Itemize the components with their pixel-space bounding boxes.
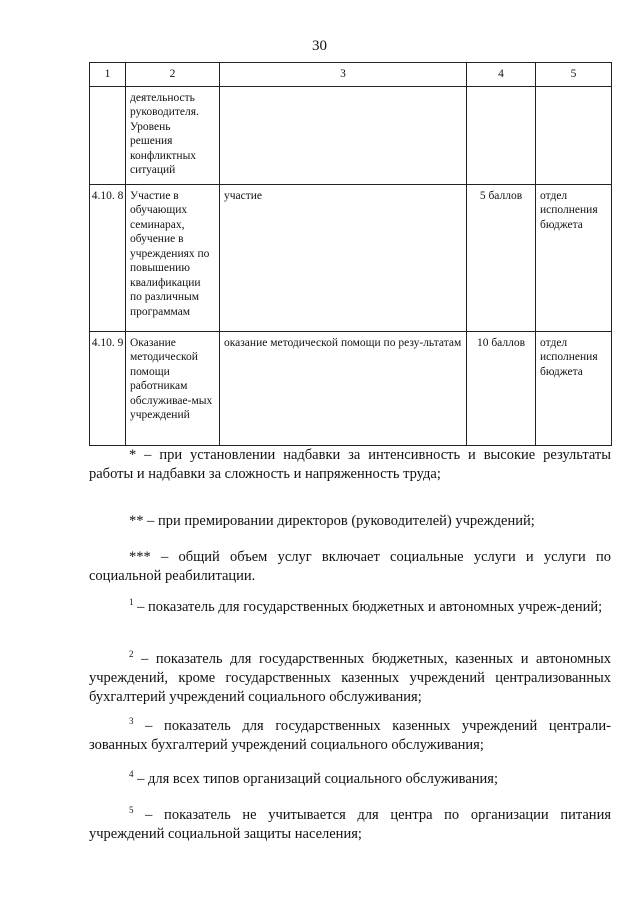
responsible: отдел исполнения бюджета [536,331,612,445]
criterion: оказание методической помощи по резу-льтатам [220,331,467,445]
table-row [90,184,612,331]
indicator-name: Участие в обучающих семинарах, обучение в учреждениях по повышению квалификации по различным программам [126,184,220,331]
footnote [89,770,611,789]
header-cell: 2 [126,63,220,87]
footnote-text: – показатель для государственных бюджетных, казенных и автономных учреждений, кроме государственных казенных учреждений централизованных бухгалтерий учреждений социального обслуживания; [89,651,611,705]
table-header-row [90,63,612,87]
indicator-name: деятельность руководителя. Уровень решения конфликтных ситуаций [126,86,220,184]
points: 10 баллов [467,331,536,445]
footnote [89,598,611,617]
footnote [89,548,611,586]
points [467,86,536,184]
footnote-text: – для всех типов организаций социального обслуживания; [137,771,498,787]
responsible: отдел исполнения бюджета [536,184,612,331]
indicator-name: Оказание методической помощи работникам обслуживае-мых учреждений [126,331,220,445]
header-cell: 5 [536,63,612,87]
footnote-mark: *** [129,549,151,565]
footnote-mark: 3 [129,716,134,726]
footnote-text: – при установлении надбавки за интенсивность и высокие результаты работы и надбавки за сложность и напряженность труда; [89,447,611,482]
responsible [536,86,612,184]
criteria-table [89,62,612,446]
footnote [89,446,611,484]
criterion: участие [220,184,467,331]
points: 5 баллов [467,184,536,331]
header-cell: 1 [90,63,126,87]
criterion [220,86,467,184]
row-number [90,86,126,184]
footnote-mark: 4 [129,769,134,779]
footnote-text: – показатель для государственных бюджетных и автономных учреж-дений; [137,599,603,615]
footnote-text: – показатель для государственных казенных учреждений централи-зованных бухгалтерий учреждений социального обслуживания; [89,718,611,753]
footnote [89,512,611,531]
footnote [89,650,611,707]
row-number: 4.10. 9 [90,331,126,445]
header-cell: 4 [467,63,536,87]
footnote-mark: 1 [129,597,134,607]
table-row [90,331,612,445]
footnote-mark: * [129,447,137,463]
footnote-mark: 5 [129,805,134,815]
row-number: 4.10. 8 [90,184,126,331]
footnote [89,717,611,755]
header-cell: 3 [220,63,467,87]
footnote-mark: 2 [129,649,134,659]
page-number: 30 [312,38,327,54]
footnote-text: – при премировании директоров (руководителей) учреждений; [147,513,535,529]
footnote-mark: ** [129,513,144,529]
footnote [89,806,611,844]
table-row [90,86,612,184]
footnote-text: – общий объем услуг включает социальные услуги и услуги по социальной реабилитации. [89,549,612,584]
footnote-text: – показатель не учитывается для центра по организации питания учреждений социальной защиты населения; [89,807,611,842]
